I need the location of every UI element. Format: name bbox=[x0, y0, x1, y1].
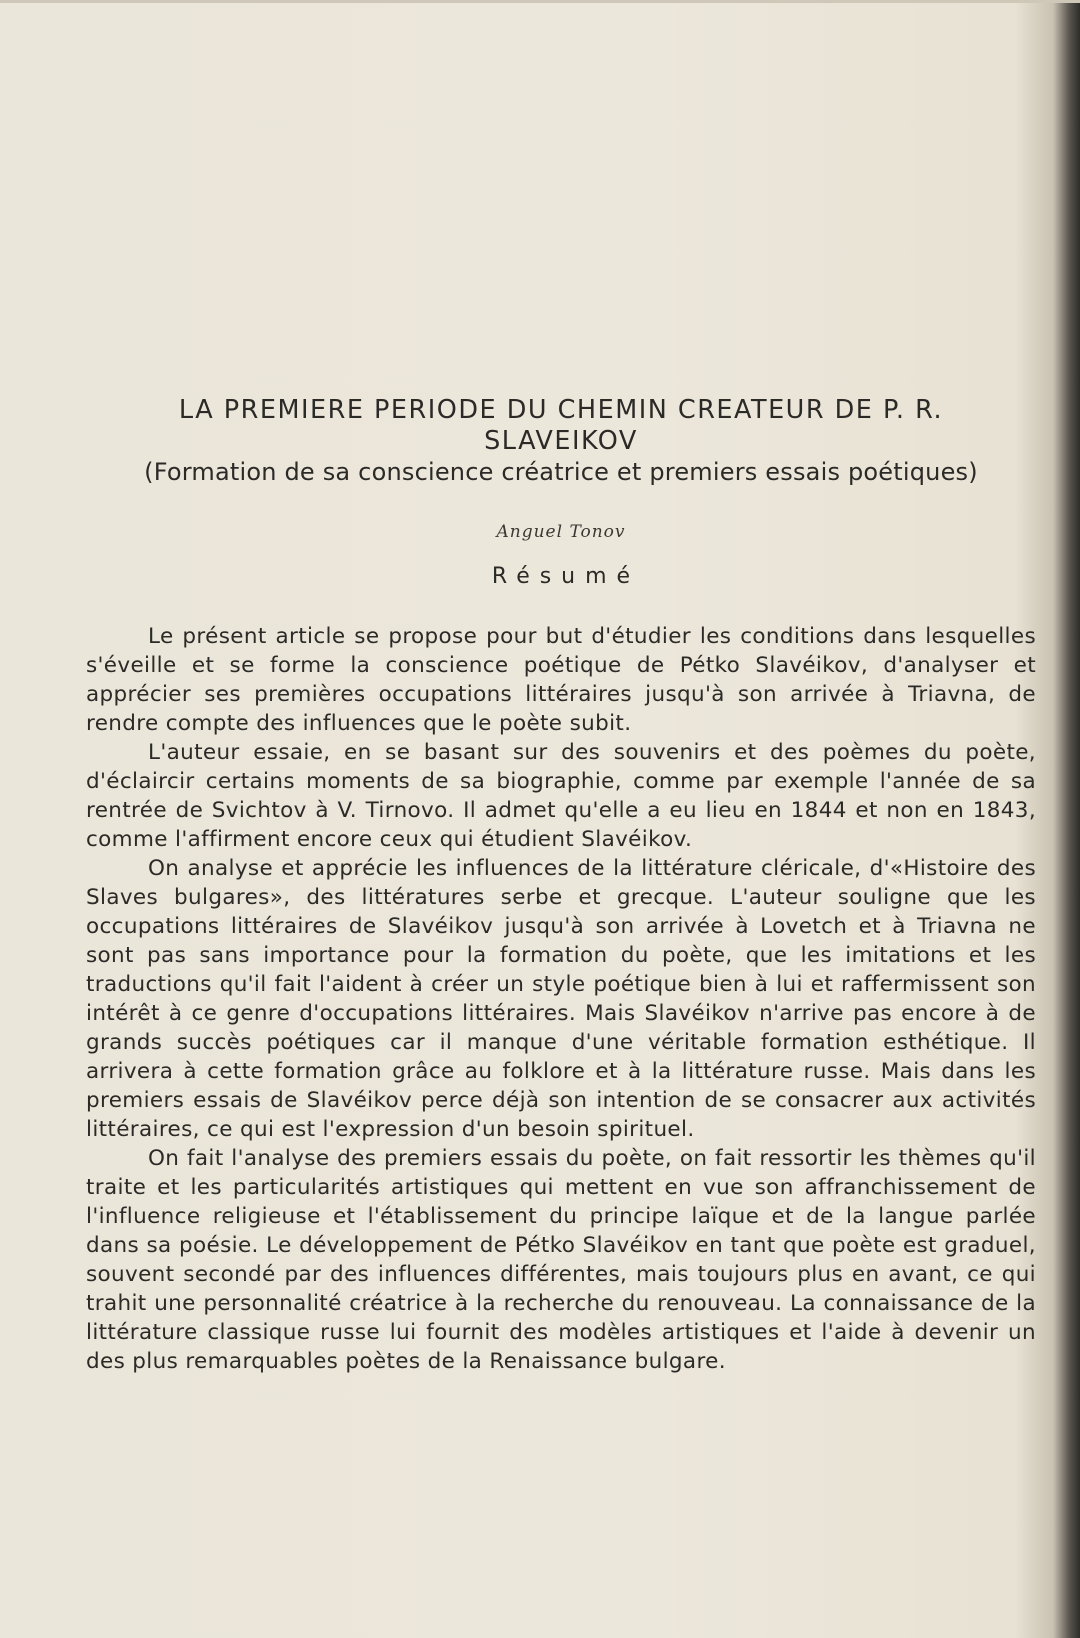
article bbox=[86, 395, 1036, 1376]
article-title bbox=[86, 395, 1036, 457]
page-top-edge bbox=[0, 0, 1080, 3]
paragraph-1: Le présent article se propose pour but d'étudier les conditions dans lesquelles s'éveille et se forme la conscience poétique de Pétko Slavéikov, d'analyser et apprécier ses premières occupations littéraires jusqu'à son arrivée à Triavna, de rendre compte des influences que le poète subit. bbox=[86, 624, 1036, 736]
article-subtitle: (Formation de sa conscience créatrice et premiers essais poétiques) bbox=[144, 458, 978, 486]
title-line-2: SLAVEIKOV bbox=[484, 426, 638, 456]
resume-heading: Résumé bbox=[491, 564, 641, 589]
paragraph-2: L'auteur essaie, en se basant sur des souvenirs et des poèmes du poète, d'éclaircir certains moments de sa biographie, comme par exemple l'année de sa rentrée de Svichtov à V. Tirnovo. Il admet qu'elle a eu lieu en 1844 et non en 1843, comme l'affirment encore ceux qui étudient Slavéikov. bbox=[86, 740, 1036, 852]
paragraph-4: On fait l'analyse des premiers essais du poète, on fait ressortir les thèmes qu'il traite et les particularités artistiques qui mettent en vue son affranchissement de l'influence religieuse et l'établissement du principe laïque et de la langue parlée dans sa poésie. Le développement de Pétko Slavéikov en tant que poète est graduel, souvent secondé par des influences différentes, mais toujours plus en avant, ce qui trahit une personnalité créatrice à la recherche du renouveau. La connaissance de la littérature classique russe lui fournit des modèles artistiques et l'aide à devenir un des plus remarquables poètes de la Renaissance bulgare. bbox=[86, 1146, 1036, 1374]
author-name: Anguel Tonov bbox=[496, 522, 626, 542]
summary-body bbox=[86, 622, 1036, 1376]
title-line-1: LA PREMIERE PERIODE DU CHEMIN CREATEUR DE P. R. bbox=[178, 395, 944, 425]
paragraph-3: On analyse et apprécie les influences de la littérature cléricale, d'«Histoire des Slaves bulgares», des littératures serbe et grecque. L'auteur souligne que les occupations littéraires de Slavéikov jusqu'à son arrivée à Lovetch et à Triavna ne sont pas sans importance pour la formation du poète, que les imitations et les traductions qu'il fait l'aident à créer un style poétique bien à lui et raffermissent son intérêt à ce genre d'occupations littéraires. Mais Slavéikov n'arrive pas encore à de grands succès poétiques car il manque d'une véritable formation esthétique. Il arrivera à cette formation grâce au folklore et à la littérature russe. Mais dans les premiers essais de Slavéikov perce déjà son intention de se consacrer aux activités littéraires, ce qui est l'expression d'un besoin spirituel. bbox=[86, 856, 1036, 1142]
